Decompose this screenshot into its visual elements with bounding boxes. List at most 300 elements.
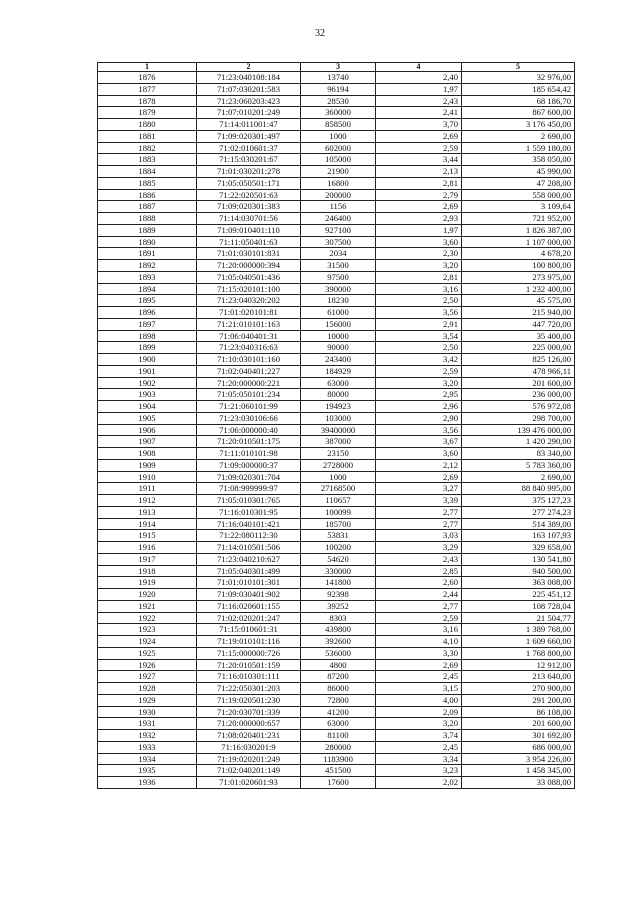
row-number-cell: 1891 — [98, 248, 197, 260]
cadastral-number-cell: 71:05:050101:234 — [197, 389, 301, 401]
row-number-cell: 1890 — [98, 236, 197, 248]
cadastral-number-cell: 71:01:010101:301 — [197, 577, 301, 589]
amount-cell: 1 768 800,00 — [462, 647, 575, 659]
cadastral-number-cell: 71:20:000000:394 — [197, 260, 301, 272]
amount-cell: 4 678,20 — [462, 248, 575, 260]
cadastral-number-cell: 71:23:040316:63 — [197, 342, 301, 354]
rate-cell: 3,16 — [376, 283, 462, 295]
rate-cell: 2,96 — [376, 401, 462, 413]
rate-cell: 3,23 — [376, 765, 462, 777]
table-row — [98, 365, 575, 377]
table-row — [98, 201, 575, 213]
row-number-cell: 1882 — [98, 142, 197, 154]
cadastral-number-cell: 71:19:020201:249 — [197, 753, 301, 765]
amount-cell: 185 654,42 — [462, 83, 575, 95]
rate-cell: 3,54 — [376, 330, 462, 342]
table-row — [98, 777, 575, 789]
cadastral-number-cell: 71:23:040320:202 — [197, 295, 301, 307]
row-number-cell: 1921 — [98, 600, 197, 612]
cadastral-number-cell: 71:22:080112:30 — [197, 530, 301, 542]
row-number-cell: 1902 — [98, 377, 197, 389]
table-row — [98, 600, 575, 612]
rate-cell: 2,95 — [376, 389, 462, 401]
amount-cell: 375 127,23 — [462, 495, 575, 507]
amount-cell: 478 966,11 — [462, 365, 575, 377]
area-cell: 156000 — [301, 318, 376, 330]
rate-cell: 3,16 — [376, 624, 462, 636]
amount-cell: 1 389 768,00 — [462, 624, 575, 636]
cadastral-number-cell: 71:14:011001:47 — [197, 119, 301, 131]
cadastral-number-cell: 71:02:040401:227 — [197, 365, 301, 377]
cadastral-number-cell: 71:05:040301:499 — [197, 565, 301, 577]
row-number-cell: 1935 — [98, 765, 197, 777]
amount-cell: 213 640,00 — [462, 671, 575, 683]
rate-cell: 2,59 — [376, 365, 462, 377]
row-number-cell: 1905 — [98, 412, 197, 424]
table-row — [98, 142, 575, 154]
rate-cell: 2,60 — [376, 577, 462, 589]
table-row — [98, 659, 575, 671]
row-number-cell: 1880 — [98, 119, 197, 131]
area-cell: 243400 — [301, 354, 376, 366]
row-number-cell: 1916 — [98, 542, 197, 554]
amount-cell: 32 976,00 — [462, 72, 575, 84]
area-cell: 28530 — [301, 95, 376, 107]
rate-cell: 3,67 — [376, 436, 462, 448]
cadastral-number-cell: 71:01:030101:831 — [197, 248, 301, 260]
row-number-cell: 1908 — [98, 448, 197, 460]
rate-cell: 2,59 — [376, 612, 462, 624]
rate-cell: 3,34 — [376, 753, 462, 765]
rate-cell: 2,69 — [376, 659, 462, 671]
area-cell: 330000 — [301, 565, 376, 577]
area-cell: 1183900 — [301, 753, 376, 765]
row-number-cell: 1933 — [98, 741, 197, 753]
amount-cell: 201 600,00 — [462, 718, 575, 730]
row-number-cell: 1877 — [98, 83, 197, 95]
row-number-cell: 1906 — [98, 424, 197, 436]
table-row — [98, 718, 575, 730]
table-row — [98, 730, 575, 742]
rate-cell: 2,40 — [376, 72, 462, 84]
cadastral-number-cell: 71:08:999999:97 — [197, 483, 301, 495]
area-cell: 1156 — [301, 201, 376, 213]
amount-cell: 558 000,00 — [462, 189, 575, 201]
area-cell: 63000 — [301, 718, 376, 730]
row-number-cell: 1903 — [98, 389, 197, 401]
cadastral-number-cell: 71:06:040401:31 — [197, 330, 301, 342]
amount-cell: 215 940,00 — [462, 307, 575, 319]
cadastral-number-cell: 71:09:020301:497 — [197, 130, 301, 142]
cadastral-number-cell: 71:20:010501:159 — [197, 659, 301, 671]
table-row — [98, 107, 575, 119]
cadastral-number-cell: 71:20:000000:657 — [197, 718, 301, 730]
table-row — [98, 671, 575, 683]
row-number-cell: 1915 — [98, 530, 197, 542]
row-number-cell: 1917 — [98, 553, 197, 565]
table-row — [98, 647, 575, 659]
amount-cell: 298 700,00 — [462, 412, 575, 424]
cadastral-number-cell: 71:07:030201:583 — [197, 83, 301, 95]
rate-cell: 2,79 — [376, 189, 462, 201]
amount-cell: 35 400,00 — [462, 330, 575, 342]
table-row — [98, 271, 575, 283]
amount-cell: 163 107,93 — [462, 530, 575, 542]
amount-cell: 1 232 400,00 — [462, 283, 575, 295]
amount-cell: 291 200,00 — [462, 694, 575, 706]
row-number-cell: 1936 — [98, 777, 197, 789]
rate-cell: 1,97 — [376, 224, 462, 236]
area-cell: 18230 — [301, 295, 376, 307]
table-row — [98, 330, 575, 342]
cadastral-number-cell: 71:02:010601:37 — [197, 142, 301, 154]
rate-cell: 3,30 — [376, 647, 462, 659]
cadastral-number-cell: 71:07:010201:249 — [197, 107, 301, 119]
row-number-cell: 1919 — [98, 577, 197, 589]
amount-cell: 3 176 450,00 — [462, 119, 575, 131]
rate-cell: 4,00 — [376, 694, 462, 706]
amount-cell: 45 575,00 — [462, 295, 575, 307]
area-cell: 105000 — [301, 154, 376, 166]
cadastral-number-cell: 71:21:060101:99 — [197, 401, 301, 413]
rate-cell: 2,69 — [376, 471, 462, 483]
cadastral-number-cell: 71:01:020601:93 — [197, 777, 301, 789]
rate-cell: 2,13 — [376, 166, 462, 178]
table-row — [98, 530, 575, 542]
area-cell: 80000 — [301, 389, 376, 401]
amount-cell: 1 609 660,00 — [462, 636, 575, 648]
area-cell: 390000 — [301, 283, 376, 295]
rate-cell: 3,20 — [376, 260, 462, 272]
area-cell: 31500 — [301, 260, 376, 272]
area-cell: 1000 — [301, 471, 376, 483]
table-row — [98, 401, 575, 413]
amount-cell: 86 108,00 — [462, 706, 575, 718]
column-header-4: 4 — [376, 63, 462, 72]
cadastral-number-cell: 71:11:050401:63 — [197, 236, 301, 248]
row-number-cell: 1928 — [98, 683, 197, 695]
cadastral-number-cell: 71:10:030101:160 — [197, 354, 301, 366]
row-number-cell: 1907 — [98, 436, 197, 448]
area-cell: 16800 — [301, 177, 376, 189]
rate-cell: 2,12 — [376, 459, 462, 471]
row-number-cell: 1923 — [98, 624, 197, 636]
area-cell: 72800 — [301, 694, 376, 706]
table-row — [98, 248, 575, 260]
cadastral-number-cell: 71:09:030401:902 — [197, 589, 301, 601]
row-number-cell: 1893 — [98, 271, 197, 283]
table-row — [98, 706, 575, 718]
rate-cell: 2,77 — [376, 518, 462, 530]
area-cell: 194923 — [301, 401, 376, 413]
area-cell: 10000 — [301, 330, 376, 342]
amount-cell: 225 000,00 — [462, 342, 575, 354]
area-cell: 141800 — [301, 577, 376, 589]
cadastral-number-cell: 71:09:000000:37 — [197, 459, 301, 471]
cadastral-number-cell: 71:19:020501:230 — [197, 694, 301, 706]
cadastral-number-cell: 71:19:010101:116 — [197, 636, 301, 648]
cadastral-number-cell: 71:23:060203:423 — [197, 95, 301, 107]
rate-cell: 2,85 — [376, 565, 462, 577]
table-row — [98, 694, 575, 706]
row-number-cell: 1884 — [98, 166, 197, 178]
area-cell: 185700 — [301, 518, 376, 530]
area-cell: 1000 — [301, 130, 376, 142]
table-row — [98, 765, 575, 777]
amount-cell: 201 600,00 — [462, 377, 575, 389]
rate-cell: 3,42 — [376, 354, 462, 366]
area-cell: 23150 — [301, 448, 376, 460]
amount-cell: 270 900,00 — [462, 683, 575, 695]
rate-cell: 3,56 — [376, 307, 462, 319]
area-cell: 17600 — [301, 777, 376, 789]
row-number-cell: 1881 — [98, 130, 197, 142]
amount-cell: 721 952,00 — [462, 213, 575, 225]
area-cell: 858500 — [301, 119, 376, 131]
rate-cell: 2,69 — [376, 130, 462, 142]
cadastral-number-cell: 71:01:020101:81 — [197, 307, 301, 319]
column-header-5: 5 — [462, 63, 575, 72]
amount-cell: 2 690,00 — [462, 130, 575, 142]
data-table — [97, 62, 575, 789]
amount-cell: 940 500,00 — [462, 565, 575, 577]
area-cell: 92398 — [301, 589, 376, 601]
rate-cell: 2,59 — [376, 142, 462, 154]
cadastral-number-cell: 71:23:040108:184 — [197, 72, 301, 84]
area-cell: 39400000 — [301, 424, 376, 436]
rate-cell: 3,03 — [376, 530, 462, 542]
area-cell: 110657 — [301, 495, 376, 507]
area-cell: 387000 — [301, 436, 376, 448]
table-row — [98, 72, 575, 84]
rate-cell: 3,74 — [376, 730, 462, 742]
table-row — [98, 612, 575, 624]
rate-cell: 2,77 — [376, 506, 462, 518]
table-row — [98, 424, 575, 436]
row-number-cell: 1914 — [98, 518, 197, 530]
area-cell: 63000 — [301, 377, 376, 389]
cadastral-number-cell: 71:09:020301:704 — [197, 471, 301, 483]
area-cell: 8303 — [301, 612, 376, 624]
row-number-cell: 1894 — [98, 283, 197, 295]
rate-cell: 2,09 — [376, 706, 462, 718]
rate-cell: 3,27 — [376, 483, 462, 495]
table-row — [98, 518, 575, 530]
table-header-row — [98, 63, 575, 72]
row-number-cell: 1927 — [98, 671, 197, 683]
table-row — [98, 130, 575, 142]
rate-cell: 2,93 — [376, 213, 462, 225]
amount-cell: 1 826 387,00 — [462, 224, 575, 236]
row-number-cell: 1892 — [98, 260, 197, 272]
amount-cell: 100 800,00 — [462, 260, 575, 272]
table-row — [98, 83, 575, 95]
row-number-cell: 1911 — [98, 483, 197, 495]
amount-cell: 447 720,00 — [462, 318, 575, 330]
table-row — [98, 459, 575, 471]
row-number-cell: 1922 — [98, 612, 197, 624]
table-row — [98, 354, 575, 366]
rate-cell: 3,20 — [376, 718, 462, 730]
amount-cell: 1 420 290,00 — [462, 436, 575, 448]
row-number-cell: 1932 — [98, 730, 197, 742]
row-number-cell: 1886 — [98, 189, 197, 201]
rate-cell: 2,90 — [376, 412, 462, 424]
cadastral-number-cell: 71:05:050501:171 — [197, 177, 301, 189]
area-cell: 61000 — [301, 307, 376, 319]
cadastral-number-cell: 71:21:010101:163 — [197, 318, 301, 330]
area-cell: 39252 — [301, 600, 376, 612]
rate-cell: 2,45 — [376, 741, 462, 753]
cadastral-number-cell: 71:09:020301:383 — [197, 201, 301, 213]
area-cell: 53831 — [301, 530, 376, 542]
row-number-cell: 1885 — [98, 177, 197, 189]
area-cell: 21900 — [301, 166, 376, 178]
row-number-cell: 1895 — [98, 295, 197, 307]
rate-cell: 2,50 — [376, 342, 462, 354]
cadastral-number-cell: 71:05:040501:436 — [197, 271, 301, 283]
table-row — [98, 589, 575, 601]
amount-cell: 5 783 360,00 — [462, 459, 575, 471]
table-row — [98, 189, 575, 201]
column-header-3: 3 — [301, 63, 376, 72]
row-number-cell: 1879 — [98, 107, 197, 119]
amount-cell: 825 126,00 — [462, 354, 575, 366]
table-row — [98, 119, 575, 131]
cadastral-number-cell: 71:14:030701:56 — [197, 213, 301, 225]
table-row — [98, 624, 575, 636]
amount-cell: 83 340,00 — [462, 448, 575, 460]
rate-cell: 3,20 — [376, 377, 462, 389]
rate-cell: 3,70 — [376, 119, 462, 131]
area-cell: 602000 — [301, 142, 376, 154]
cadastral-number-cell: 71:20:010501:175 — [197, 436, 301, 448]
row-number-cell: 1909 — [98, 459, 197, 471]
rate-cell: 2,30 — [376, 248, 462, 260]
area-cell: 103000 — [301, 412, 376, 424]
amount-cell: 3 109,64 — [462, 201, 575, 213]
rate-cell: 3,60 — [376, 448, 462, 460]
table-row — [98, 389, 575, 401]
area-cell: 81100 — [301, 730, 376, 742]
area-cell: 41200 — [301, 706, 376, 718]
amount-cell: 301 692,00 — [462, 730, 575, 742]
table-row — [98, 741, 575, 753]
area-cell: 54620 — [301, 553, 376, 565]
rate-cell: 2,69 — [376, 201, 462, 213]
table-row — [98, 448, 575, 460]
rate-cell: 3,56 — [376, 424, 462, 436]
area-cell: 392600 — [301, 636, 376, 648]
page-number: 32 — [315, 28, 325, 39]
amount-cell: 867 600,00 — [462, 107, 575, 119]
cadastral-number-cell: 71:16:040101:421 — [197, 518, 301, 530]
table-row — [98, 542, 575, 554]
row-number-cell: 1910 — [98, 471, 197, 483]
cadastral-number-cell: 71:20:030701:339 — [197, 706, 301, 718]
cadastral-number-cell: 71:02:020201:247 — [197, 612, 301, 624]
area-cell: 97500 — [301, 271, 376, 283]
amount-cell: 88 840 995,00 — [462, 483, 575, 495]
table-row — [98, 471, 575, 483]
area-cell: 2034 — [301, 248, 376, 260]
rate-cell: 2,50 — [376, 295, 462, 307]
area-cell: 246400 — [301, 213, 376, 225]
amount-cell: 225 451,12 — [462, 589, 575, 601]
table-row — [98, 318, 575, 330]
amount-cell: 686 000,00 — [462, 741, 575, 753]
amount-cell: 576 972,08 — [462, 401, 575, 413]
cadastral-number-cell: 71:15:020101:100 — [197, 283, 301, 295]
amount-cell: 45 990,00 — [462, 166, 575, 178]
amount-cell: 277 274,23 — [462, 506, 575, 518]
cadastral-number-cell: 71:01:030201:278 — [197, 166, 301, 178]
area-cell: 280000 — [301, 741, 376, 753]
table-body — [98, 72, 575, 789]
amount-cell: 139 476 000,00 — [462, 424, 575, 436]
table-row — [98, 177, 575, 189]
area-cell: 536000 — [301, 647, 376, 659]
table-row — [98, 213, 575, 225]
cadastral-number-cell: 71:14:010501:506 — [197, 542, 301, 554]
amount-cell: 273 975,00 — [462, 271, 575, 283]
table-row — [98, 166, 575, 178]
table-row — [98, 95, 575, 107]
cadastral-number-cell: 71:02:040201:149 — [197, 765, 301, 777]
row-number-cell: 1898 — [98, 330, 197, 342]
table-row — [98, 377, 575, 389]
row-number-cell: 1926 — [98, 659, 197, 671]
amount-cell: 108 728,04 — [462, 600, 575, 612]
rate-cell: 2,91 — [376, 318, 462, 330]
rate-cell: 2,02 — [376, 777, 462, 789]
table-row — [98, 307, 575, 319]
area-cell: 307500 — [301, 236, 376, 248]
rate-cell: 3,60 — [376, 236, 462, 248]
row-number-cell: 1899 — [98, 342, 197, 354]
amount-cell: 21 504,77 — [462, 612, 575, 624]
area-cell: 86000 — [301, 683, 376, 695]
area-cell: 100200 — [301, 542, 376, 554]
area-cell: 360000 — [301, 107, 376, 119]
cadastral-number-cell: 71:05:010301:765 — [197, 495, 301, 507]
area-cell: 184929 — [301, 365, 376, 377]
area-cell: 2728000 — [301, 459, 376, 471]
amount-cell: 68 186,70 — [462, 95, 575, 107]
amount-cell: 329 658,00 — [462, 542, 575, 554]
row-number-cell: 1918 — [98, 565, 197, 577]
amount-cell: 363 008,00 — [462, 577, 575, 589]
amount-cell: 358 050,00 — [462, 154, 575, 166]
row-number-cell: 1883 — [98, 154, 197, 166]
table-row — [98, 506, 575, 518]
area-cell: 13740 — [301, 72, 376, 84]
cadastral-number-cell: 71:23:040210:627 — [197, 553, 301, 565]
table-row — [98, 412, 575, 424]
area-cell: 927100 — [301, 224, 376, 236]
table-row — [98, 236, 575, 248]
row-number-cell: 1888 — [98, 213, 197, 225]
rate-cell: 4,10 — [376, 636, 462, 648]
table-row — [98, 636, 575, 648]
cadastral-number-cell: 71:22:050301:203 — [197, 683, 301, 695]
rate-cell: 3,39 — [376, 495, 462, 507]
table-row — [98, 436, 575, 448]
area-cell: 100099 — [301, 506, 376, 518]
cadastral-number-cell: 71:16:010301:95 — [197, 506, 301, 518]
row-number-cell: 1889 — [98, 224, 197, 236]
row-number-cell: 1912 — [98, 495, 197, 507]
